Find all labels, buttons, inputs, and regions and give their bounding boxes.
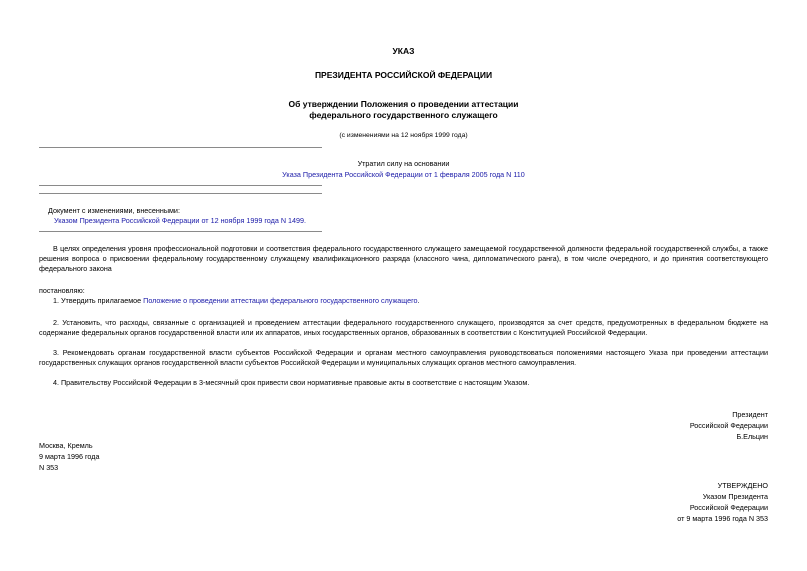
divider [39, 147, 322, 148]
repeal-decree-link[interactable]: Указа Президента Российской Федерации от 1 февраля 2005 года N 110 [282, 170, 525, 179]
intro-paragraph: В целях определения уровня профессиональной подготовки и соответствия федерального государственного служащего замещаемой государственной должности федеральной государственной службы, а также решения вопроса о присвоении федеральному государственному служащему квалификационного разряда (классного чина, дипломатического ранга), в том числе очередного, и до принятия соответствующего федерального закона [39, 244, 768, 273]
divider [39, 185, 322, 186]
doc-heading-line1: Об утверждении Положения о проведении аттестации [288, 99, 519, 109]
signing-date: 9 марта 1996 года [39, 452, 100, 461]
signature-country: Российской Федерации [689, 421, 768, 430]
doc-subtitle: ПРЕЗИДЕНТА РОССИЙСКОЙ ФЕДЕРАЦИИ [314, 70, 493, 80]
regulation-link[interactable]: Положение о проведении аттестации федерального государственного служащего [143, 296, 418, 305]
item-3: 3. Рекомендовать органам государственной власти субъектов Российской Федерации и органам местного самоуправления руководствоваться положениями настоящего Указа при проведении аттестации государственных служащих органов государственной власти субъектов Российской Федерации и муниципальных служащих органов местного самоуправления. [39, 348, 768, 367]
signature-name: Б.Ельцин [736, 432, 768, 441]
divider [39, 231, 322, 232]
validity-status: Утратил силу на основании [357, 159, 450, 168]
item-1-suffix: . [417, 296, 420, 305]
approval-decree: Указом Президента [702, 492, 768, 501]
amending-decree-link[interactable]: Указом Президента Российской Федерации от 12 ноября 1999 года N 1499. [54, 216, 306, 225]
doc-heading-line2: федерального государственного служащего [309, 110, 498, 120]
doc-title: УКАЗ [392, 46, 415, 56]
resolve-text: постановляю: [39, 286, 85, 295]
divider [39, 193, 322, 194]
changes-label: Документ с изменениями, внесенными: [48, 206, 180, 215]
item-1-prefix: 1. Утвердить прилагаемое [53, 296, 144, 305]
approval-stamp: УТВЕРЖДЕНО [717, 481, 768, 490]
decree-number: N 353 [39, 463, 59, 472]
approval-date: от 9 марта 1996 года N 353 [677, 514, 768, 523]
signing-place: Москва, Кремль [39, 441, 93, 450]
amendment-note: (с изменениями на 12 ноября 1999 года) [339, 132, 468, 139]
item-2: 2. Установить, что расходы, связанные с организацией и проведением аттестации федерального государственного служащего, производятся за счет средств, предусмотренных в федеральном бюджете на содержание федеральных органов государственной власти или их аппаратов, иных государственных органов, образованных в соответствии с Конституцией Российской Федерации. [39, 318, 768, 337]
item-4: 4. Правительству Российской Федерации в 3-месячный срок привести свои нормативные правовые акты в соответствие с настоящим Указом. [53, 378, 530, 387]
item-1 [53, 296, 420, 306]
approval-country: Российской Федерации [689, 503, 768, 512]
signature-title: Президент [732, 410, 768, 419]
